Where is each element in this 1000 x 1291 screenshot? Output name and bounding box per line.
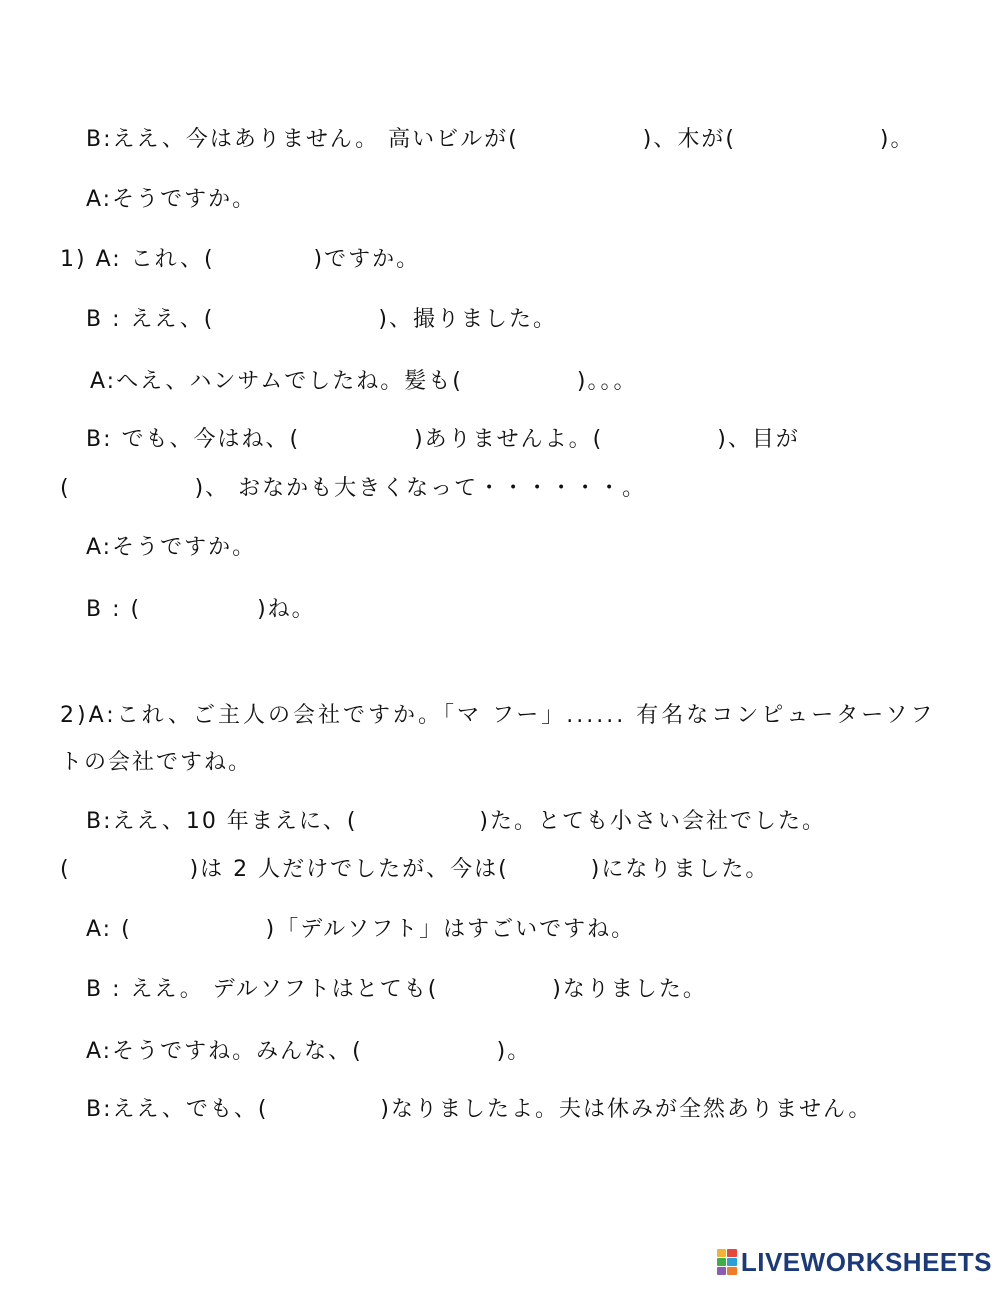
logo-text: LIVEWORKSHEETS	[740, 1246, 992, 1277]
dialogue-text: )になりました。	[590, 857, 770, 882]
answer-blank[interactable]	[214, 306, 378, 334]
dialogue-text: 1) A: これ、(	[60, 247, 215, 272]
answer-blank[interactable]	[71, 856, 190, 884]
dialogue-text: A:へえ、ハンサムでしたね。髪も(	[90, 369, 463, 394]
logo-mark-square	[717, 1249, 727, 1257]
logo-mark-square	[717, 1267, 727, 1275]
answer-blank[interactable]	[463, 368, 577, 396]
q1-line-7	[86, 595, 316, 625]
q2-line-1	[60, 701, 935, 731]
dialogue-text: )は 2 人だけでしたが、今は(	[189, 857, 509, 882]
q2-line-4	[60, 855, 769, 885]
answer-blank[interactable]	[603, 426, 717, 454]
dialogue-text: )ね。	[257, 597, 316, 622]
liveworksheets-logo-icon	[717, 1249, 737, 1275]
dialogue-text: )た。とても小さい会社でした。	[479, 809, 826, 834]
q2-line-7	[86, 1037, 531, 1067]
dialogue-text: B: でも、今はね、(	[86, 427, 301, 452]
dialogue-text: B : ええ、(	[86, 307, 215, 332]
logo-mark-square	[727, 1249, 737, 1257]
q1-line-2	[86, 305, 557, 335]
dialogue-text: )。	[879, 127, 915, 152]
q2-line-6	[86, 975, 707, 1005]
answer-blank[interactable]	[438, 976, 552, 1004]
dialogue-text: )、目が	[717, 427, 800, 452]
dialogue-text: そうですか。	[112, 187, 257, 212]
speaker-label: A:	[86, 187, 113, 212]
answer-blank[interactable]	[357, 808, 479, 836]
answer-blank[interactable]	[215, 246, 314, 274]
q1-line-4	[86, 425, 800, 455]
answer-blank[interactable]	[132, 916, 266, 944]
dialogue-text: A:そうですか。	[86, 535, 257, 560]
dialogue-text: )なりましたよ。夫は休みが全然ありません。	[380, 1097, 873, 1122]
dialogue-text: )なりました。	[552, 977, 707, 1002]
answer-blank[interactable]	[300, 426, 414, 454]
q2-line-8	[86, 1095, 872, 1125]
q1-line-5	[60, 474, 646, 504]
dialogue-text: )。。。	[576, 369, 638, 394]
q2-line-3	[86, 807, 826, 837]
dialogue-text: B : (	[86, 597, 142, 622]
intro-line-2	[86, 185, 256, 215]
intro-line-1	[86, 125, 915, 155]
answer-blank[interactable]	[363, 1038, 497, 1066]
dialogue-text: トの会社ですね。	[60, 750, 253, 775]
dialogue-text: )、撮りました。	[378, 307, 557, 332]
dialogue-text: 2)A:これ、ご主人の会社ですか。「マ フー」...... 有名なコンピューターソフ	[60, 703, 936, 728]
dialogue-text: (	[60, 857, 71, 882]
dialogue-text: )、 おなかも大きくなって・・・・・・。	[194, 476, 647, 501]
dialogue-text: B:ええ、でも、(	[86, 1097, 269, 1122]
q1-line-6	[86, 533, 256, 563]
answer-blank[interactable]	[268, 1096, 380, 1124]
dialogue-text: )「デルソフト」はすごいですね。	[265, 917, 636, 942]
answer-blank[interactable]	[519, 126, 643, 154]
q1-line-3	[90, 367, 637, 397]
answer-blank[interactable]	[736, 126, 880, 154]
speaker-label: B:	[86, 127, 113, 152]
answer-blank[interactable]	[509, 856, 591, 884]
q2-line-5	[86, 915, 635, 945]
q2-line-2	[60, 748, 252, 778]
logo-mark-square	[727, 1258, 737, 1266]
dialogue-text: )、木が(	[642, 127, 736, 152]
dialogue-text: )ですか。	[313, 247, 421, 272]
liveworksheets-logo	[717, 1247, 992, 1277]
dialogue-text: (	[60, 476, 71, 501]
q1-line-1	[60, 245, 420, 275]
answer-blank[interactable]	[141, 596, 257, 624]
dialogue-text: B:ええ、10 年まえに、(	[86, 809, 358, 834]
dialogue-text: A: (	[86, 917, 132, 942]
logo-mark-square	[727, 1267, 737, 1275]
dialogue-text: B : ええ。 デルソフトはとても(	[86, 977, 439, 1002]
dialogue-text: A:そうですね。みんな、(	[86, 1039, 363, 1064]
answer-blank[interactable]	[71, 475, 195, 503]
logo-mark-square	[717, 1258, 727, 1266]
dialogue-text: )。	[496, 1039, 532, 1064]
dialogue-text: ええ、今はありません。 高いビルが(	[112, 127, 519, 152]
dialogue-text: )ありませんよ。(	[414, 427, 604, 452]
